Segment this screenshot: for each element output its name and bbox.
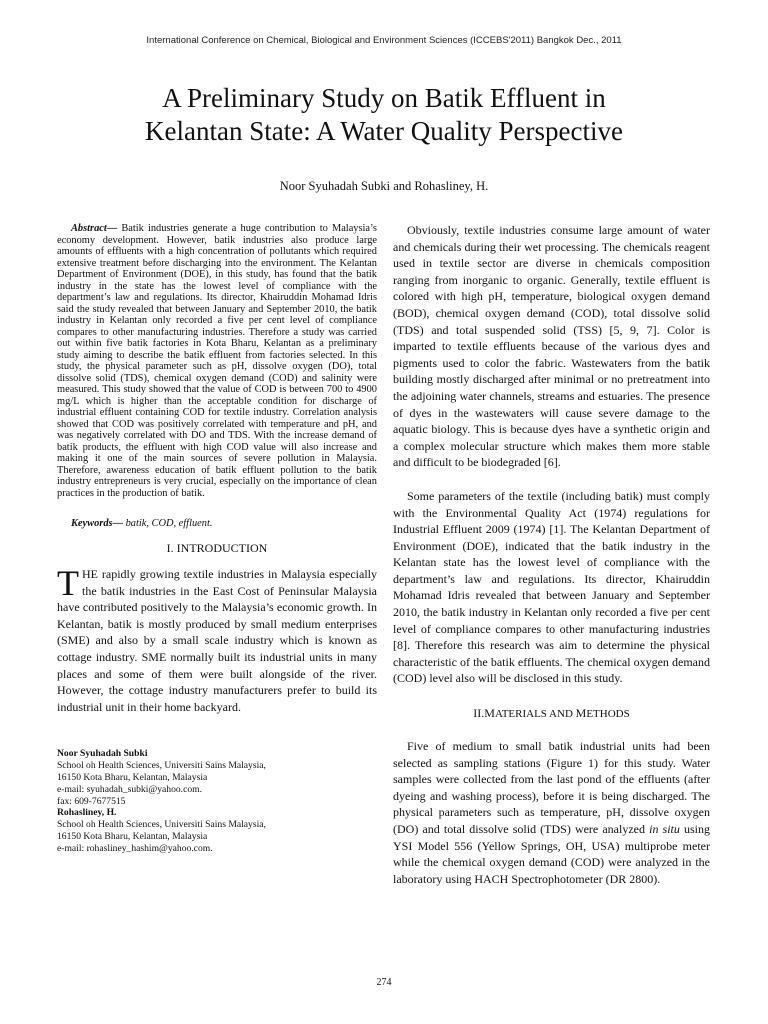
author-affiliations <box>57 748 377 854</box>
intro-text: rapidly growing textile industries in Malaysia especially the batik industries in the East Cost of Peninsular Malaysia have contributed positively to the Malaysia’s economic growth. In Kelantan, batik is mostly produced by small medium enterprises (SME) and also by a small scale industry which is known as cottage industry. SME normally built its industrial units in many places and some of them were built alongside of the river. However, the cottage industry manufacturers prefer to build its industrial unit in their home backyard. <box>57 567 377 714</box>
affiliation-name-1: Noor Syuhadah Subki <box>57 748 148 760</box>
title-line-2: Kelantan State: A Water Quality Perspective <box>145 116 623 146</box>
affiliation-name-2: Rohasliney, H. <box>57 807 117 819</box>
affiliation-email: e-mail: syuhadah_subki@yahoo.com. <box>57 783 202 795</box>
abstract-label: Abstract— <box>71 223 118 234</box>
affiliation-email: e-mail: rohasliney_hashim@yahoo.com. <box>57 842 213 854</box>
paragraph-regulations: Some parameters of the textile (including batik) must comply with the Environmental Quality Act (1974) regulations for Industrial Effluent 2009 (1974) [1]. The Kelantan Department of Environment (DOE), indicated that the batik industry in the Kelantan state has the lowest level of compliance with the department’s law and regulations. Its director, Khairuddin Mohamad Idris revealed that between January and September 2010, the batik industry in Kelantan only recorded a five per cent level of compliance compares to other manufacturing industries [8]. Therefore this research was aim to determine the physical characteristic of the batik effluents. The chemical oxygen demand (COD) level also will be disclosed in this study. <box>393 488 710 686</box>
keywords-label: Keywords— <box>71 518 123 529</box>
in-situ-emphasis: in situ <box>649 822 680 836</box>
intro-first-word-rest: HE <box>82 567 98 581</box>
left-column <box>57 223 377 855</box>
keywords <box>57 518 377 529</box>
page-number: 274 <box>376 977 392 988</box>
affiliation-line: 16150 Kota Bharu, Kelantan, Malaysia <box>57 771 208 783</box>
conference-header: International Conference on Chemical, Biological and Environment Sciences (ICCEBS'2011) Bangkok Dec., 2011 <box>146 35 622 46</box>
affiliation-line: School oh Health Sciences, Universiti Sains Malaysia, <box>57 819 266 831</box>
abstract-text: Batik industries generate a huge contribution to Malaysia’s economy development. However, batik industries also produce large amounts of effluents with a high concentration of pollutants which required extensive treatment before discharging into the environment. The Kelantan Department of Environment (DOE), in this study, has found that the batik industry in the state has the lowest level of compliance with the department’s law and regulations. Its director, Khairuddin Mohamad Idris said the study revealed that between January and September 2010, the batik industry in Kelantan only recorded a five per cent level of compliance compares to other manufacturing industries. Therefore a study was carried out within five batik factories in Kota Bharu, Kelantan as a preliminary study aiming to describe the batik effluent from factories selected. In this study, the physical parameter such as pH, dissolve oxygen (DO), total dissolve solid (TDS), chemical oxygen demand (COD) and salinity were measured. This study showed that the value of COD is between 700 to 4900 mg/L which is higher than the acceptable condition for discharge of industrial effluent containing COD for textile industry. Correlation analysis showed that COD was positively correlated with temperature and pH, and was negatively correlated with DO and TDS. With the increase demand of batik products, the effluent with high COD value will also increase and making it one of the main sources of severe pollution in Malaysia. Therefore, awareness education of batik effluent pollution to the batik industry entrepreneurs is very crucial, especially on the importance of clean practices in the production of batik. <box>57 223 377 499</box>
drop-cap: T <box>57 563 79 603</box>
title-line-1: A Preliminary Study on Batik Effluent in <box>162 83 606 113</box>
affiliation-fax: fax: 609-7677515 <box>57 795 126 807</box>
paragraph-methods: Five of medium to small batik industrial units had been selected as sampling stations (Figure 1) for this study. Water samples were collected from the last pond of the effluents (after dyeing and washing process), before it is being discharged. The physical parameters such as temperature, pH, dissolve oxygen (DO) and total dissolve solid (TDS) were analyzed in situ using YSI Model 556 (Yellow Springs, OH, USA) multiprobe meter while the chemical oxygen demand (COD) were analyzed in the laboratory using HACH Spectrophotometer (DR 2800). <box>393 739 710 886</box>
affiliation-line: School oh Health Sciences, Universiti Sains Malaysia, <box>57 760 266 772</box>
abstract <box>57 223 377 499</box>
paper-title <box>40 82 728 148</box>
author-list: Noor Syuhadah Subki and Rohasliney, H. <box>279 179 489 193</box>
paragraph-textile-consumption: Obviously, textile industries consume large amount of water and chemicals during their wet processing. The chemicals reagent used in textile sector are diverse in chemicals composition ranging from inorganic to organic. Generally, textile effluent is colored with high pH, temperature, biological oxygen demand (BOD), chemical oxygen demand (COD), total dissolve solid (TDS) and total suspended solid (TSS) [5, 9, 7]. Color is imparted to textile effluents because of the various dyes and pigments used to color the fabric. Wastewaters from the batik building mostly discharged after minimal or no pretreatment into the adjoining water channels, streams and estuaries. The presence of dyes in the wastewaters will cause severe damage to the aquatic biology. This is because dyes have a synthetic origin and a complex molecular structure which makes them more stable and difficult to be biodegraded [6]. <box>393 223 710 470</box>
section-heading-methods: II.MATERIALS AND METHODS <box>473 706 630 721</box>
right-column <box>393 222 710 887</box>
section-heading-introduction: I. INTRODUCTION <box>166 541 268 555</box>
affiliation-line: 16150 Kota Bharu, Kelantan, Malaysia <box>57 830 208 842</box>
keywords-value: batik, COD, effluent. <box>125 518 213 529</box>
introduction-paragraph <box>57 563 377 715</box>
